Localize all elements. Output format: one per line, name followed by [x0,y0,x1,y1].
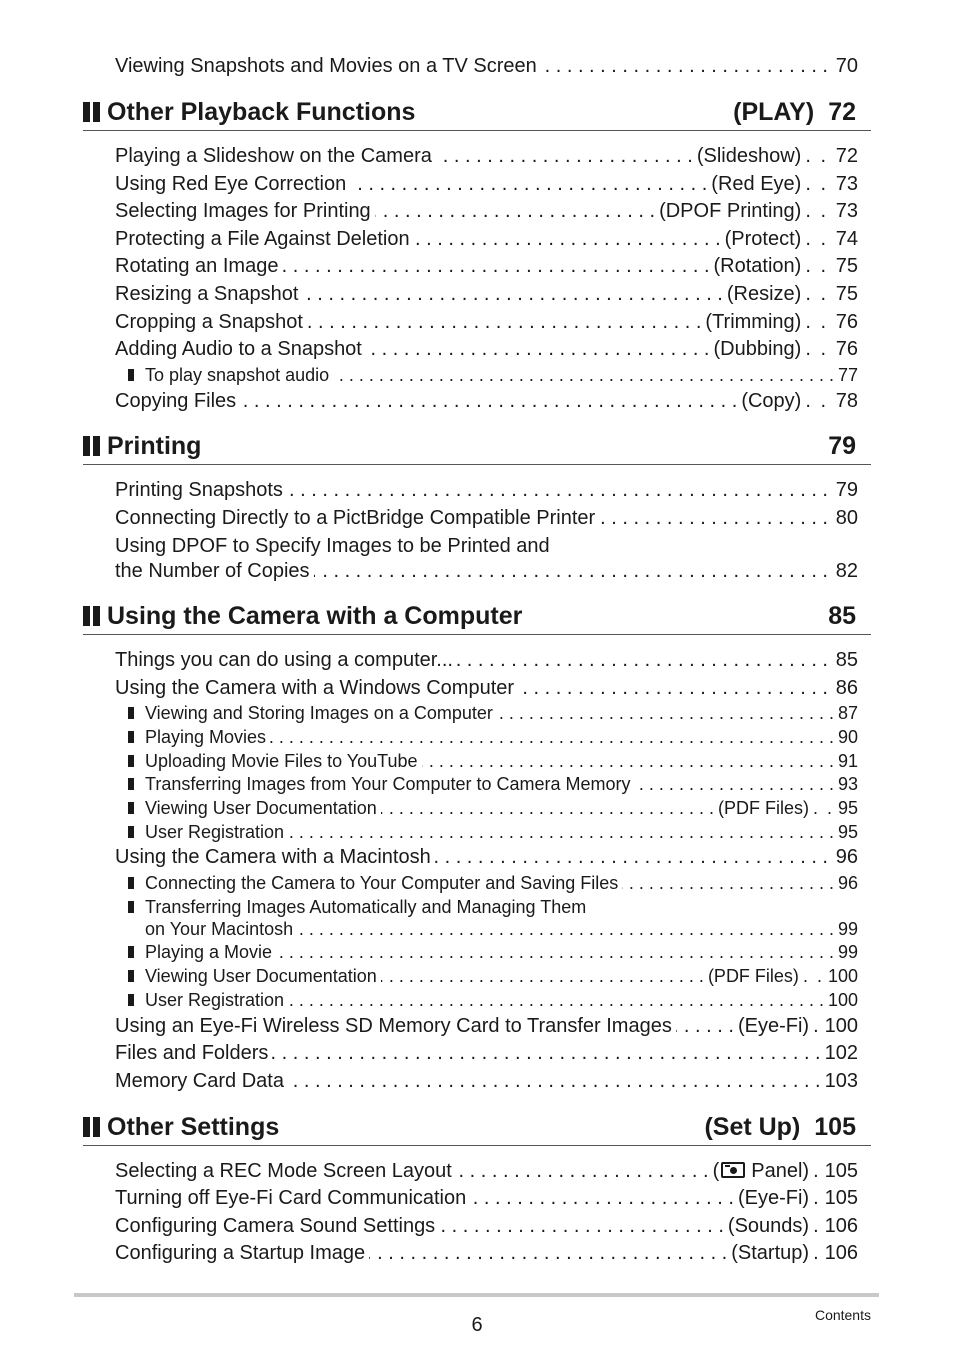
toc-entry[interactable] [115,845,858,869]
toc-entry-page: 106 [824,1242,858,1264]
page-number: 6 [471,1314,483,1336]
toc-entry-mode: (PDF Files) [717,798,809,818]
toc-entry-page: 77 [837,365,858,385]
toc-entry[interactable] [115,1069,858,1093]
toc-entry-page: 100 [824,1015,858,1037]
toc-entry-page: 76 [835,311,858,333]
toc-entry-mode: (Sounds) [727,1215,810,1237]
toc-entry-title: Selecting Images for Printing [115,200,371,222]
toc-subentry[interactable] [128,364,858,386]
bullet-icon [128,707,134,719]
toc-entry-mode: (PDF Files) [707,966,799,986]
leader-dots [457,648,828,672]
toc-entry[interactable] [115,199,858,223]
bullet-icon [128,731,134,743]
toc-entry-title: the Number of Copies [115,560,310,582]
footer-divider [74,1293,879,1297]
toc-entry-title: Printing Snapshots [115,479,283,501]
toc-entry-title: Playing a Slideshow on the Camera [115,145,432,167]
bullet-icon [128,369,134,381]
bullet-icon [128,970,134,982]
toc-entry-mode-text: Panel) [751,1160,810,1182]
toc-entry-title [128,773,631,795]
toc-entry-title [128,941,272,963]
toc-entry-page: 82 [835,560,858,582]
leader-dots: . . [805,228,828,250]
toc-entry-mode: (Rotation) [713,255,802,277]
leader-dots: . . [805,173,828,195]
toc-entry-mode [713,1159,809,1183]
toc-entry-title: Configuring a Startup Image [115,1242,366,1264]
toc-entry-mode: (Dubbing) [713,338,802,360]
leader-dots [369,1241,727,1265]
toc-entry-page: 74 [835,228,858,250]
toc-entry-mode: (Protect) [724,228,802,250]
toc-subentry[interactable] [128,821,858,843]
toc-entry-page: 90 [837,727,858,747]
toc-entry-title: Adding Audio to a Snapshot [115,338,362,360]
section-page: 79 [828,431,856,460]
toc-subentry[interactable] [145,918,858,940]
leader-dots: . [813,1015,821,1037]
toc-entry-title-text: Uploading Movie Files to YouTube [145,751,418,771]
leader-dots [599,506,828,530]
section-marker-icon [83,1117,100,1137]
leader-dots: . [813,1160,821,1182]
leader-dots [288,821,834,843]
toc-entry-page: 73 [835,200,858,222]
toc-entry[interactable] [115,478,858,502]
toc-entry[interactable] [115,227,858,251]
bullet-icon [128,755,134,767]
leader-dots [375,199,655,223]
leader-dots [436,144,693,168]
toc-entry-title: Resizing a Snapshot [115,283,299,305]
leader-dots [288,1069,821,1093]
leader-dots [435,845,828,869]
toc-entry-title [128,364,329,386]
toc-entry-title: Viewing Snapshots and Movies on a TV Screen [115,55,537,77]
toc-subentry[interactable] [128,726,858,748]
leader-dots [497,702,834,724]
section-mode: (Set Up) [704,1112,801,1141]
leader-dots [333,364,834,386]
bullet-icon [128,946,134,958]
toc-subentry[interactable] [128,941,858,963]
toc-entry[interactable] [115,559,858,583]
toc-entry-mode: (Slideshow) [696,145,802,167]
leader-dots [381,797,714,819]
toc-entry-mode: (DPOF Printing) [659,200,802,222]
bullet-icon [128,778,134,790]
toc-entry-title-text: Viewing and Storing Images on a Computer [145,703,493,723]
leader-dots [287,478,828,502]
leader-dots [422,750,834,772]
bullet-icon [128,877,134,889]
toc-entry[interactable] [115,1159,858,1183]
toc-entry-title-text: Viewing User Documentation [145,798,377,818]
section-page: 85 [828,601,856,630]
toc-entry-title [128,750,418,772]
toc-entry-page: 95 [837,798,858,818]
section-mode: (PLAY) [733,97,815,126]
leader-dots: . . [805,283,828,305]
toc-entry-title-text: Playing Movies [145,727,267,747]
leader-dots [518,676,828,700]
leader-dots: . . [805,200,828,222]
toc-entry-title-text: Viewing User Documentation [145,966,377,986]
toc-entry[interactable] [115,337,858,361]
toc-entry-title: Protecting a File Against Deletion [115,228,410,250]
leader-dots [541,54,828,78]
toc-entry-title: Using the Camera with a Macintosh [115,846,431,868]
toc-entry-title-text: Playing a Movie [145,942,273,962]
toc-entry-title: Copying Files [115,390,237,412]
toc-entry[interactable] [115,1014,858,1038]
leader-dots: . . [802,966,824,986]
toc-entry-page: 73 [835,173,858,195]
section-marker-icon [83,102,100,122]
toc-entry-page: 76 [835,338,858,360]
toc-entry-title: Using an Eye-Fi Wireless SD Memory Card to Transfer Images [115,1015,672,1037]
toc-entry-mode: (Trimming) [705,311,802,333]
toc-entry-title: Selecting a REC Mode Screen Layout [115,1160,452,1182]
toc-entry-title: Rotating an Image [115,255,279,277]
bullet-icon [128,826,134,838]
toc-entry-page: 86 [835,677,858,699]
toc-entry-title: Connecting Directly to a PictBridge Compatible Printer [115,507,596,529]
toc-entry[interactable] [115,1214,858,1238]
toc-entry[interactable] [115,1041,858,1065]
camera-icon [721,1162,745,1178]
toc-entry[interactable] [115,254,858,278]
leader-dots [470,1186,734,1210]
bullet-icon [128,994,134,1006]
toc-subentry[interactable] [128,989,858,1011]
toc-entry-page: 102 [824,1042,858,1064]
toc-entry-title: Using the Camera with a Windows Computer [115,677,515,699]
toc-entry-page: 91 [837,751,858,771]
toc-entry-page: 105 [824,1187,858,1209]
section-page: 105 [814,1112,856,1141]
toc-subentry[interactable] [128,872,858,894]
toc-entry-title-line1[interactable]: Using DPOF to Specify Images to be Printed and [115,535,550,557]
toc-entry-title: Cropping a Snapshot [115,311,303,333]
toc-entry-mode: (Copy) [741,390,802,412]
leader-dots [676,1014,734,1038]
toc-entry-title [128,965,377,987]
toc-entry-title [128,726,266,748]
leader-dots [307,310,701,334]
toc-entry-title [128,821,284,843]
bullet-icon [128,901,134,913]
toc-entry-title [128,702,493,724]
toc-entry-page: 103 [824,1070,858,1092]
toc-entry-title-text: To play snapshot audio [145,365,330,385]
toc-subentry[interactable] [128,702,858,724]
toc-entry-page: 87 [837,703,858,723]
leader-dots [456,1159,709,1183]
toc-entry-title: Turning off Eye-Fi Card Communication [115,1187,467,1209]
leader-dots [302,282,722,306]
section-marker-icon [83,436,100,456]
leader-dots [272,1041,820,1065]
toc-entry-title: Configuring Camera Sound Settings [115,1215,436,1237]
leader-dots [314,559,828,583]
leader-dots: . . [805,255,828,277]
toc-subentry[interactable] [128,750,858,772]
section-header-computer[interactable] [83,598,871,635]
toc-entry-page: 79 [835,479,858,501]
leader-dots [240,389,737,413]
toc-entry-mode: (Red Eye) [711,173,802,195]
toc-entry-mode: (Resize) [726,283,802,305]
toc-entry-page: 96 [837,873,858,893]
section-header-printing[interactable] [83,428,871,465]
toc-entry[interactable] [115,676,858,700]
toc-entry-page: 85 [835,649,858,671]
toc-entry[interactable] [115,506,858,530]
toc-subentry[interactable] [128,797,858,819]
toc-entry-page: 93 [837,774,858,794]
toc-entry[interactable] [115,1241,858,1265]
toc-entry-title-text: User Registration [145,990,285,1010]
toc-entry-page: 70 [835,55,858,77]
toc-entry[interactable] [115,389,858,413]
section-title: Using the Camera with a Computer [107,601,523,630]
leader-dots: . . [805,338,828,360]
toc-entry-page: 100 [827,966,858,986]
toc-entry[interactable] [115,310,858,334]
leader-dots [288,989,824,1011]
leader-dots: . . [805,390,828,412]
toc-entry-page: 75 [835,255,858,277]
leader-dots: . . [805,145,828,167]
leader-dots: . [813,1242,821,1264]
toc-entry-page: 106 [824,1215,858,1237]
leader-dots [366,337,710,361]
toc-entry[interactable] [115,1186,858,1210]
toc-entry-page: 99 [837,919,858,939]
footer-label[interactable]: Contents [814,1307,871,1323]
toc-entry-title [128,989,284,1011]
leader-dots: . . [805,311,828,333]
toc-entry-title-text: Transferring Images from Your Computer to Camera Memory [145,774,631,794]
leader-dots: . [813,1187,821,1209]
leader-dots [635,773,834,795]
toc-entry-title: Things you can do using a computer... [115,649,453,671]
leader-dots: . [813,1215,821,1237]
toc-subentry[interactable] [128,965,858,987]
toc-entry-title-text: Transferring Images Automatically and Managing Them [145,897,587,917]
toc-entry-mode-open: ( [712,1160,720,1182]
toc-entry-title: Memory Card Data [115,1070,284,1092]
toc-entry-title-text: User Registration [145,822,285,842]
toc-entry-page: 78 [835,390,858,412]
toc-entry-page: 105 [824,1160,858,1182]
toc-entry[interactable] [115,172,858,196]
toc-entry-page: 99 [837,942,858,962]
toc-entry[interactable] [115,54,858,78]
leader-dots [350,172,707,196]
bullet-icon [128,802,134,814]
toc-entry-page: 75 [835,283,858,305]
section-page: 72 [828,97,856,126]
leader-dots: . . [812,798,834,818]
toc-entry-title: Using Red Eye Correction [115,173,347,195]
toc-entry-page: 96 [835,846,858,868]
toc-subentry[interactable] [128,773,858,795]
toc-entry-title-text: Connecting the Camera to Your Computer and Saving Files [145,873,619,893]
leader-dots [276,941,834,963]
leader-dots [414,227,721,251]
toc-entry-mode: (Eye-Fi) [737,1015,810,1037]
toc-entry-title: Files and Folders [115,1042,269,1064]
section-header-setup[interactable] [83,1109,871,1146]
toc-entry-page: 72 [835,145,858,167]
toc-entry-page: 100 [827,990,858,1010]
toc-entry[interactable] [115,648,858,672]
toc-entry-page: 80 [835,507,858,529]
leader-dots [297,918,834,940]
toc-entry-title [128,797,377,819]
toc-entry-page: 95 [837,822,858,842]
leader-dots [282,254,709,278]
leader-dots [439,1214,724,1238]
section-title: Other Playback Functions [107,97,416,126]
leader-dots [622,872,834,894]
leader-dots [381,965,704,987]
toc-entry-title: on Your Macintosh [145,919,294,939]
toc-entry[interactable] [115,282,858,306]
section-title: Other Settings [107,1112,280,1141]
toc-subentry-line1[interactable] [128,896,586,918]
leader-dots [270,726,834,748]
toc-entry-mode: (Startup) [731,1242,810,1264]
section-marker-icon [83,606,100,626]
toc-entry[interactable] [115,144,858,168]
toc-entry-mode: (Eye-Fi) [737,1187,810,1209]
section-title: Printing [107,431,202,460]
toc-entry-title [128,872,618,894]
section-header-play[interactable] [83,94,871,131]
